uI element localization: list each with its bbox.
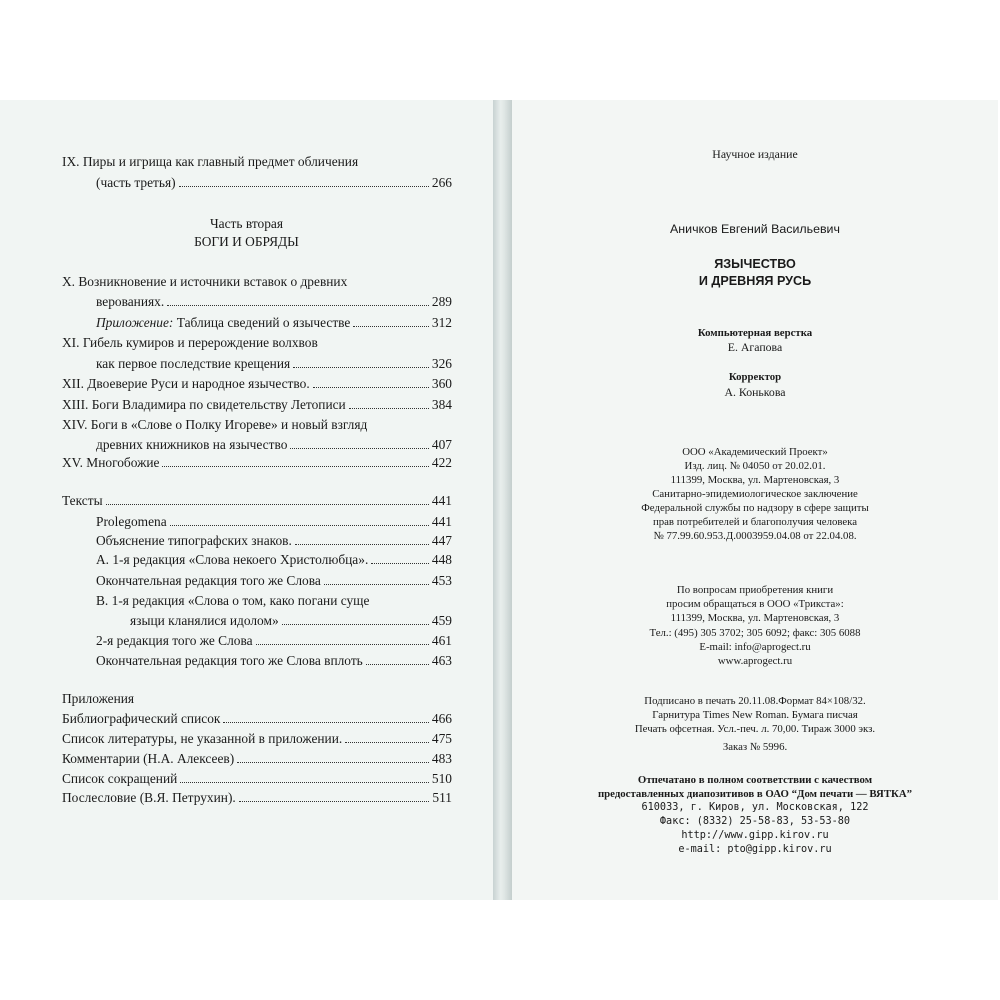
layout-role: Компьютерная верстка (697, 327, 813, 339)
dot-leader (106, 492, 429, 505)
toc-entry: Библиографический список 466 (62, 711, 452, 726)
toc-page-number: 312 (431, 315, 452, 330)
toc-entry: Приложение: Таблица сведений о язычестве 312 (96, 315, 452, 330)
dot-leader (256, 632, 429, 645)
toc-entry: Окончательная редакция того же Слова 453 (96, 573, 452, 588)
toc-entry: Послесловие (В.Я. Петрухин). 511 (62, 790, 452, 805)
toc-entry: Список сокращений 510 (62, 771, 452, 786)
dot-leader (371, 551, 429, 564)
purchase-line: Тел.: (495) 305 3702; 305 6092; факс: 305 6088 (649, 627, 861, 639)
toc-page-number: 360 (431, 376, 452, 391)
purchase-line: По вопросам приобретения книги (676, 584, 834, 596)
toc-entry: Комментарии (Н.А. Алексеев) 483 (62, 751, 452, 766)
toc-entry: XIII. Боги Владимира по свидетельству Летописи 384 (62, 397, 452, 412)
publisher-line: Федеральной службы по надзору в сфере защиты (641, 502, 869, 514)
publisher-line: Изд. лиц. № 04050 от 20.02.01. (684, 460, 826, 472)
book-title-line-1: ЯЗЫЧЕСТВО (714, 257, 796, 271)
dot-leader (179, 174, 429, 187)
toc-page-number: 422 (431, 455, 452, 470)
toc-entry: древних книжников на язычество 407 (96, 437, 452, 452)
toc-entry-title: XIV. Боги в «Слове о Полку Игореве» и новый взгляд (62, 417, 368, 432)
toc-page-number: 483 (431, 751, 452, 766)
toc-entry: Тексты 441 (62, 493, 452, 508)
toc-entry-title: X. Возникновение и источники вставок о древних (62, 274, 348, 289)
appendix-label: Приложение: (96, 315, 174, 330)
printer-website: http://www.gipp.kirov.ru (681, 830, 829, 841)
dot-leader (324, 572, 429, 585)
printer-line: предоставленных диапозитивов в ОАО “Дом печати — ВЯТКА” (597, 788, 913, 800)
toc-entry: Список литературы, не указанной в приложении. 475 (62, 731, 452, 746)
dot-leader (162, 454, 428, 467)
purchase-line: E-mail: info@aprogect.ru (699, 641, 811, 653)
book-gutter (493, 100, 512, 900)
toc-entry: как первое последствие крещения 326 (96, 356, 452, 371)
toc-entry: XII. Двоеверие Руси и народное язычество. 360 (62, 376, 452, 391)
toc-page-number: 475 (431, 731, 452, 746)
toc-entry: XV. Многобожие 422 (62, 455, 452, 470)
publisher-line: № 77.99.60.953.Д.0003959.04.08 от 22.04.08. (653, 530, 857, 542)
publisher-line: 111399, Москва, ул. Мартеновская, 3 (670, 474, 840, 486)
print-line: Печать офсетная. Усл.-печ. л. 70,00. Тираж 3000 экз. (634, 723, 876, 735)
toc-page-number: 384 (431, 397, 452, 412)
dot-leader (349, 396, 429, 409)
proofreader-role: Корректор (728, 371, 782, 383)
toc-entry: 2-я редакция того же Слова 461 (96, 633, 452, 648)
author-name: Аничков Евгений Васильевич (670, 222, 840, 236)
dot-leader (313, 375, 429, 388)
part-title: БОГИ И ОБРЯДЫ (194, 234, 299, 249)
part-label: Часть вторая (209, 216, 284, 231)
toc-entry-title: XI. Гибель кумиров и перерождение волхвов (62, 335, 318, 350)
book-title-line-2: И ДРЕВНЯЯ РУСЬ (698, 274, 812, 288)
dot-leader (180, 770, 429, 783)
toc-entry: языци кланялися идолом» 459 (130, 613, 452, 628)
toc-page-number: 407 (431, 437, 452, 452)
toc-page-number: 453 (431, 573, 452, 588)
edition-type: Научное издание (712, 147, 798, 161)
dot-leader (295, 532, 429, 545)
toc-page-number: 448 (431, 552, 452, 567)
dot-leader (239, 789, 430, 802)
printer-fax: Факс: (8332) 25-58-83, 53-53-80 (659, 816, 851, 827)
toc-entry: (часть третья) 266 (96, 175, 452, 190)
print-line: Гарнитура Times New Roman. Бумага писчая (652, 709, 858, 721)
toc-entry: Окончательная редакция того же Слова вплоть 463 (96, 653, 452, 668)
toc-page-number: 463 (431, 653, 452, 668)
toc-page-number: 447 (431, 533, 452, 548)
toc-entry-title: В. 1-я редакция «Слова о том, како погани суще (96, 593, 370, 608)
toc-entry: Объяснение типографских знаков. 447 (96, 533, 452, 548)
toc-page-number: 510 (431, 771, 452, 786)
purchase-line: www.aprogect.ru (717, 655, 793, 667)
toc-entry: А. 1-я редакция «Слова некоего Христолюбца». 448 (96, 552, 452, 567)
publisher-line: ООО «Академический Проект» (682, 446, 828, 458)
dot-leader (223, 710, 428, 723)
printer-email: e-mail: pto@gipp.kirov.ru (678, 844, 832, 855)
toc-page-number: 289 (431, 294, 452, 309)
purchase-line: просим обращаться в ООО «Трикста»: (666, 598, 844, 610)
toc-page-number: 441 (431, 514, 452, 529)
dot-leader (237, 750, 429, 763)
layout-name: Е. Агапова (727, 340, 783, 354)
proofreader-name: А. Конькова (724, 385, 786, 399)
dot-leader (293, 355, 429, 368)
dot-leader (282, 612, 429, 625)
toc-page-number: 441 (431, 493, 452, 508)
dot-leader (290, 436, 429, 449)
dot-leader (353, 314, 429, 327)
publisher-line: прав потребителей и благополучия человека (652, 516, 858, 528)
toc-page-number: 266 (431, 175, 452, 190)
toc-page-number: 459 (431, 613, 452, 628)
toc-page-number: 511 (432, 790, 452, 805)
toc-entry: верованиях. 289 (96, 294, 452, 309)
toc-section-heading: Приложения (62, 691, 135, 706)
toc-page-number: 326 (431, 356, 452, 371)
publisher-line: Санитарно-эпидемиологическое заключение (652, 488, 858, 500)
toc-entry-title: IX. Пиры и игрища как главный предмет обличения (62, 154, 359, 169)
toc-page-number: 466 (431, 711, 452, 726)
purchase-line: 111399, Москва, ул. Мартеновская, 3 (670, 612, 840, 624)
toc-entry: Prolegomena 441 (96, 514, 452, 529)
dot-leader (167, 293, 429, 306)
printer-address: 610033, г. Киров, ул. Московская, 122 (641, 802, 869, 813)
dot-leader (345, 730, 429, 743)
print-line: Подписано в печать 20.11.08.Формат 84×108/32. (644, 695, 866, 707)
order-number: Заказ № 5996. (722, 741, 788, 753)
toc-page-number: 461 (431, 633, 452, 648)
printer-line: Отпечатано в полном соответствии с качеством (637, 774, 873, 786)
dot-leader (170, 513, 429, 526)
dot-leader (366, 652, 429, 665)
